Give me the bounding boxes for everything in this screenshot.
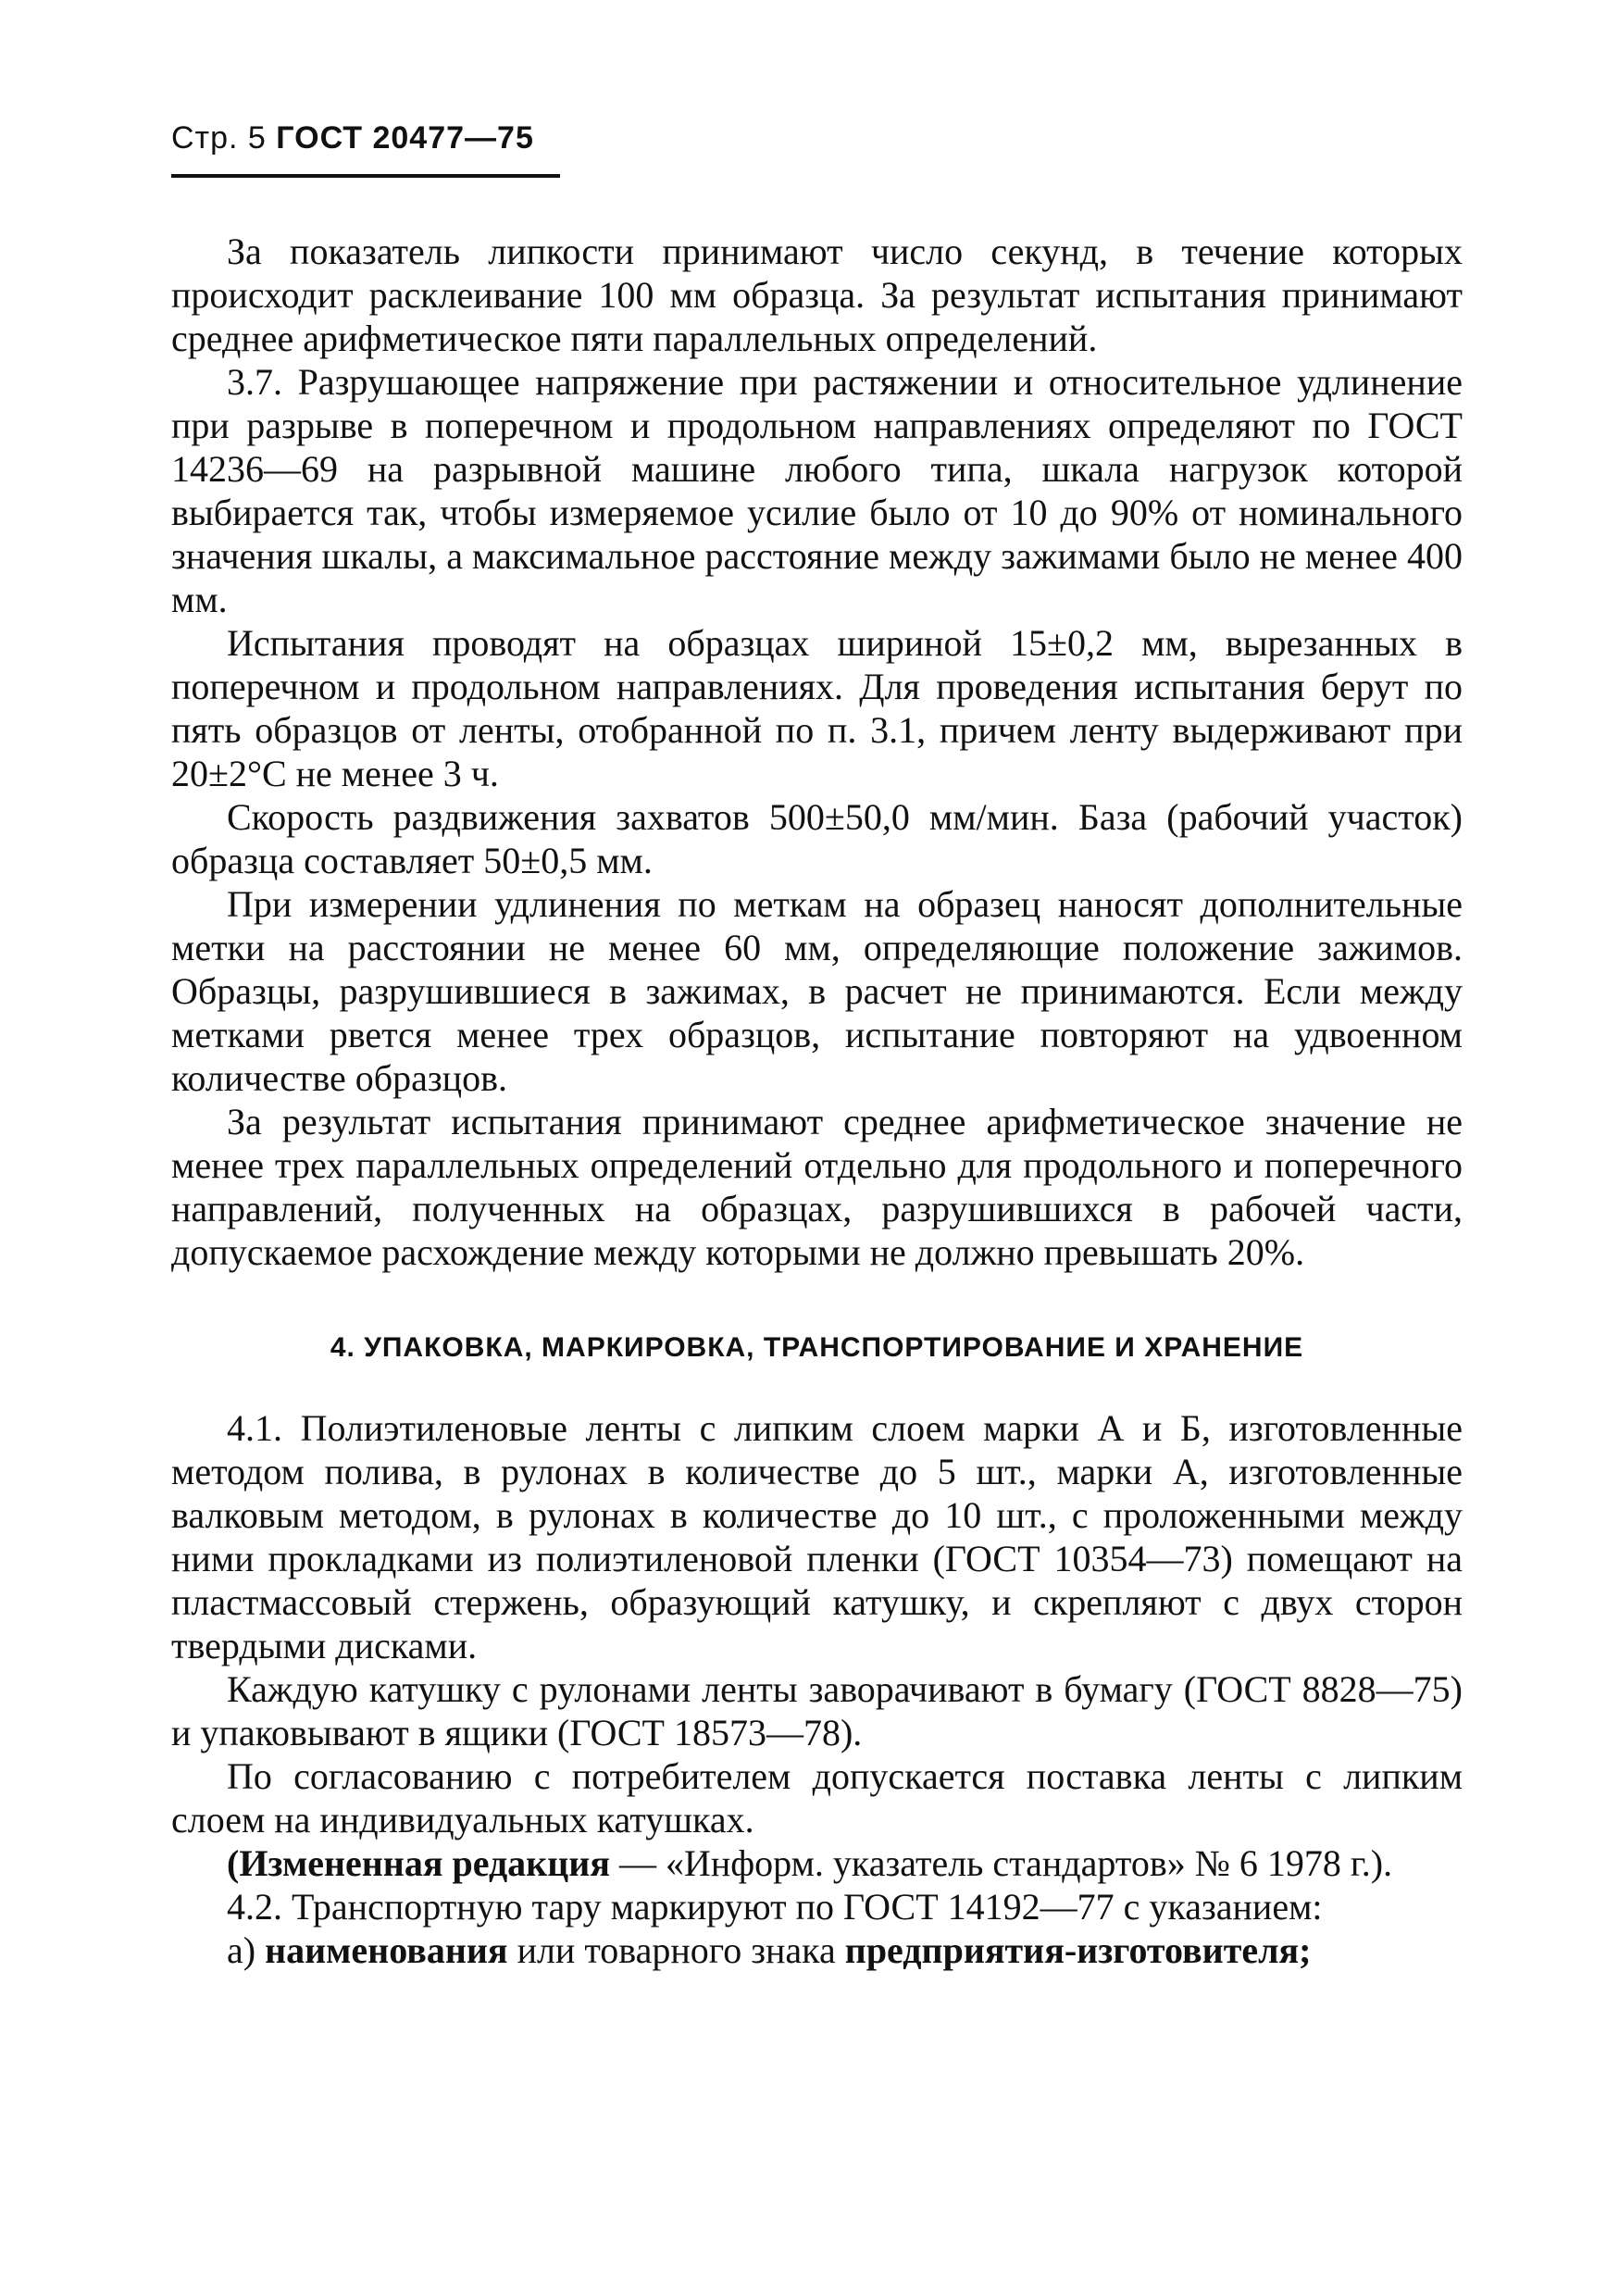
paragraph-specimen-size: Испытания проводят на образцах шириной 15±0,2 мм, вырезанных в поперечном и продольном направлениях. Для проведения испытания берут по пять образцов от ленты, отобранной по п. 3.1, причем ленту выдерживают при 20±2°С не менее 3 ч. <box>171 622 1463 794</box>
paragraph-adhesion-result: За показатель липкости принимают число секунд, в течение которых происходит расклеивание 100 мм образца. За результат испытания принимают среднее арифметическое пяти параллельных определений. <box>171 231 1463 359</box>
standard-number: ГОСТ 20477—75 <box>276 120 534 156</box>
paragraph-4-1: 4.1. Полиэтиленовые ленты с липким слоем марки А и Б, изготовленные методом полива, в рулонах в количестве до 5 шт., марки А, изготовленные валковым методом, в рулонах в количестве до 10 шт., с проложенными между ними прокладками из полиэтиленовой пленки (ГОСТ 10354—73) помещают на пластмассовый стержень, образующий катушку, и скрепляют с двух сторон твердыми дисками. <box>171 1407 1463 1666</box>
page-number-label: Стр. 5 <box>171 120 267 156</box>
paragraph-wrapping: Каждую катушку с рулонами ленты заворачивают в бумагу (ГОСТ 8828—75) и упаковывают в ящики (ГОСТ 18573—78). <box>171 1668 1463 1753</box>
header-rule <box>171 174 560 178</box>
document-body <box>171 230 1463 1972</box>
amendment-reference: — «Информ. указатель стандартов» № 6 1978 г.). <box>609 1842 1393 1884</box>
list-item-a-bold-maker: предприятия-изготовителя; <box>844 1929 1312 1971</box>
list-item-a <box>171 1928 1463 1972</box>
amendment-label: (Измененная редакция <box>227 1842 610 1884</box>
paragraph-test-result: За результат испытания принимают среднее арифметическое значение не менее трех параллельных определений отдельно для продольного и поперечного направлений, полученных на образцах, разрушившихся в рабочей части, допускаемое расхождение между которыми не должно превышать 20%. <box>171 1101 1463 1273</box>
list-item-a-text: или товарного знака <box>507 1929 845 1971</box>
paragraph-elongation-marks: При измерении удлинения по меткам на образец наносят дополнительные метки на расстоянии не менее 60 мм, определяющие положение зажимов. Образцы, разрушившиеся в зажимах, в расчет не принимаются. Если между метками рвется менее трех образцов, испытание повторяют на удвоенном количестве образцов. <box>171 883 1463 1099</box>
paragraph-3-7: 3.7. Разрушающее напряжение при растяжении и относительное удлинение при разрыве в поперечном и продольном направлениях определяют по ГОСТ 14236—69 на разрывной машине любого типа, шкала нагрузок которой выбирается так, чтобы измеряемое усилие было от 10 до 90% от номинального значения шкалы, а максимальное расстояние между зажимами было не менее 400 мм. <box>171 361 1463 620</box>
paragraph-amendment-note <box>171 1841 1463 1885</box>
paragraph-individual-reels: По согласованию с потребителем допускается поставка ленты с липким слоем на индивидуальных катушках. <box>171 1755 1463 1841</box>
list-item-a-bold-name: наименования <box>265 1929 508 1971</box>
page-header <box>171 120 534 156</box>
section-4-heading: 4. УПАКОВКА, МАРКИРОВКА, ТРАНСПОРТИРОВАНИЕ И ХРАНЕНИЕ <box>330 1332 1304 1363</box>
paragraph-speed: Скорость раздвижения захватов 500±50,0 мм/мин. База (рабочий участок) образца составляет 50±0,5 мм. <box>171 796 1463 881</box>
list-item-a-marker: а) <box>227 1929 266 1971</box>
paragraph-4-2: 4.2. Транспортную тару маркируют по ГОСТ 14192—77 с указанием: <box>227 1886 1323 1928</box>
